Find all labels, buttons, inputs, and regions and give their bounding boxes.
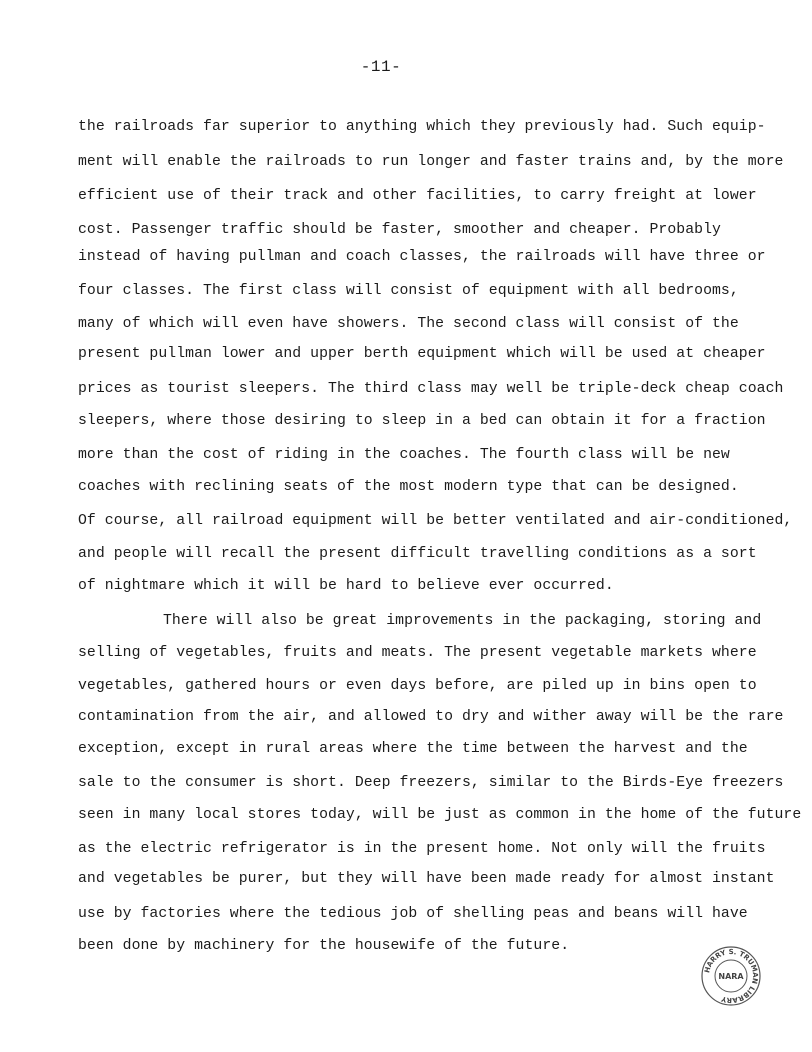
- text-line: ment will enable the railroads to run longer and faster trains and, by the more: [78, 154, 784, 170]
- text-line: sleepers, where those desiring to sleep in a bed can obtain it for a fraction: [78, 413, 766, 429]
- text-line: prices as tourist sleepers. The third class may well be triple-deck cheap coach: [78, 381, 784, 397]
- text-line: present pullman lower and upper berth equipment which will be used at cheaper: [78, 346, 766, 362]
- text-line: efficient use of their track and other facilities, to carry freight at lower: [78, 188, 757, 204]
- text-line: sale to the consumer is short. Deep freezers, similar to the Birds-Eye freezers: [78, 775, 784, 791]
- text-line: contamination from the air, and allowed to dry and wither away will be the rare: [78, 709, 784, 725]
- text-line: and vegetables be purer, but they will have been made ready for almost instant: [78, 871, 775, 887]
- text-line: of nightmare which it will be hard to believe ever occurred.: [78, 578, 614, 594]
- text-line: exception, except in rural areas where the time between the harvest and the: [78, 741, 748, 757]
- text-line: seen in many local stores today, will be just as common in the home of the future: [78, 807, 802, 823]
- text-line: many of which will even have showers. The second class will consist of the: [78, 316, 739, 332]
- text-line: four classes. The first class will consist of equipment with all bedrooms,: [78, 283, 739, 299]
- text-line: and people will recall the present difficult travelling conditions as a sort: [78, 546, 757, 562]
- stamp-ring-text: HARRY S. TRUMAN LIBRARY: [703, 947, 760, 1005]
- text-line: been done by machinery for the housewife of the future.: [78, 938, 570, 954]
- text-line: Of course, all railroad equipment will be better ventilated and air-conditioned,: [78, 513, 793, 529]
- library-stamp: [700, 945, 762, 1007]
- text-line: coaches with reclining seats of the most modern type that can be designed.: [78, 479, 739, 495]
- text-line: vegetables, gathered hours or even days before, are piled up in bins open to: [78, 678, 757, 694]
- text-line: selling of vegetables, fruits and meats. The present vegetable markets where: [78, 645, 757, 661]
- text-line: more than the cost of riding in the coaches. The fourth class will be new: [78, 447, 730, 463]
- text-line: cost. Passenger traffic should be faster, smoother and cheaper. Probably: [78, 222, 721, 238]
- text-line: use by factories where the tedious job of shelling peas and beans will have: [78, 906, 748, 922]
- text-line: as the electric refrigerator is in the present home. Not only will the fruits: [78, 841, 766, 857]
- text-line: instead of having pullman and coach classes, the railroads will have three or: [78, 249, 766, 265]
- page-number: -11-: [360, 58, 402, 76]
- text-line: There will also be great improvements in the packaging, storing and: [163, 613, 762, 629]
- stamp-center-text: NARA: [718, 972, 744, 981]
- text-line: the railroads far superior to anything which they previously had. Such equip-: [78, 119, 766, 135]
